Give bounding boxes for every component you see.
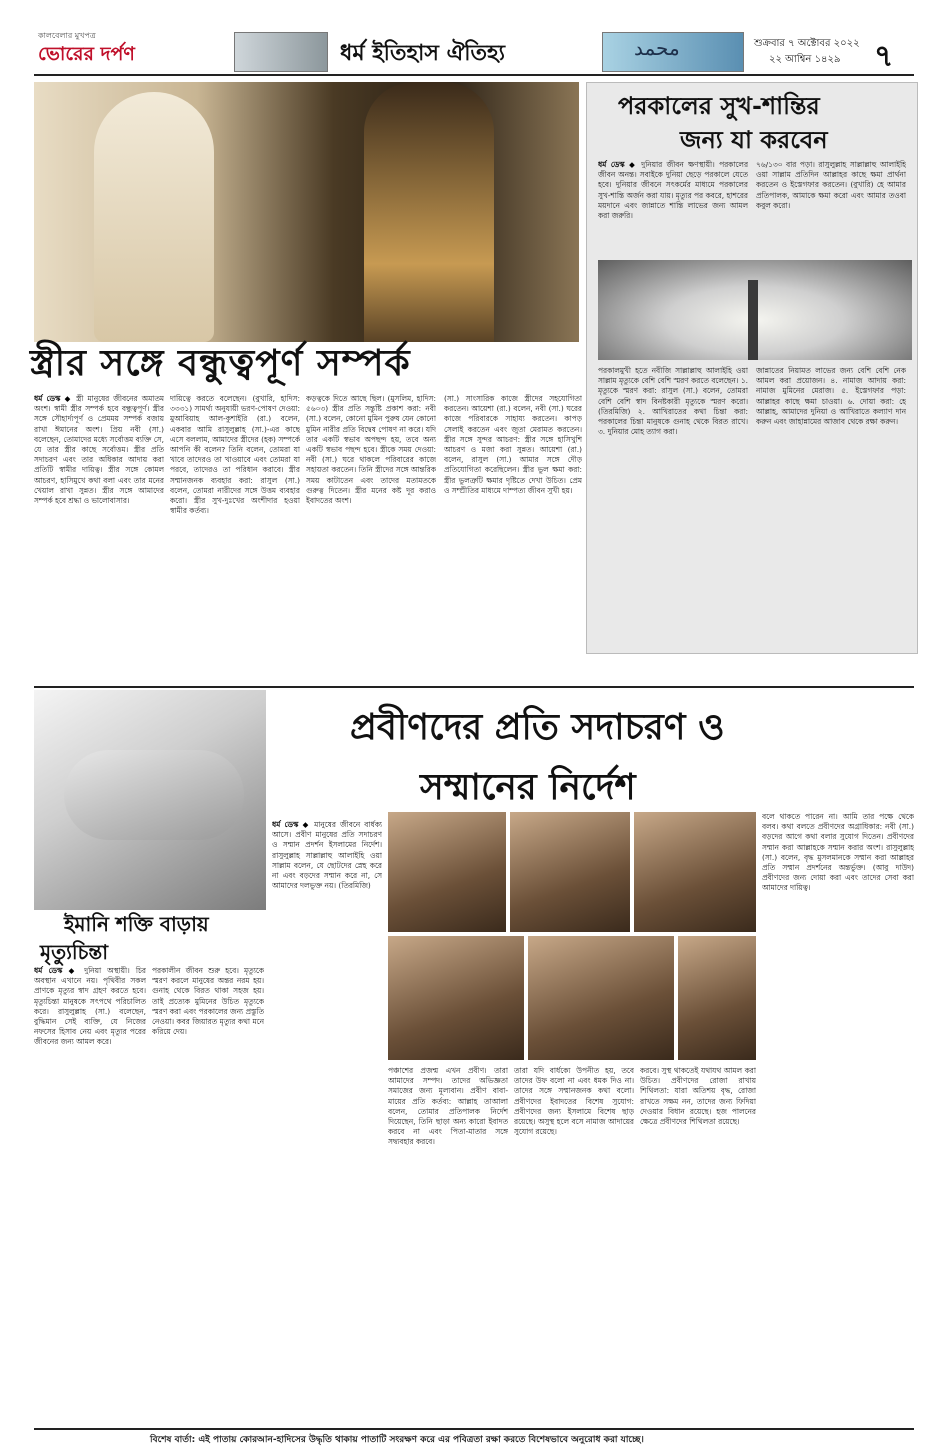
article2-headline-line1: পরকালের সুখ-শান্তির <box>618 91 820 120</box>
article3-byline: ধর্ম ডেস্ক ◆ <box>272 820 311 829</box>
elder-woman-photo-3 <box>528 936 674 1060</box>
article3-column-1 <box>272 820 382 1420</box>
article4-headline-line2: মৃত্যুচিন্তা <box>40 940 109 964</box>
tree-trunk <box>748 280 758 360</box>
article4-byline: ধর্ম ডেস্ক ◆ <box>34 966 79 975</box>
article4-headline-line1: ইমানি শক্তি বাড়ায় <box>64 912 209 936</box>
article3-col4-text: করবে। সুস্থ থাকতেই যথাযথ আমল করা উচিত। প্রবীণদের রোজা রাখায় শিথিলতা: যারা অতিশয় বৃদ্ধ, রোজা রাখতে সক্ষম নন, তাদের জন্য ফিদিয়া দেওয়ার বিধান রয়েছে। হজ পালনের ক্ষেত্রে প্রবীণদের শিথিলতা রয়েছে। <box>640 1066 756 1127</box>
article2-col2-text: ৭৬/১৩০ বার পড়া। রাসুলুল্লাহ সাল্লাল্লাহু আলাইহি ওয়া সাল্লাম প্রতিদিন আল্লাহর কাছে ক্ষমা প্রার্থনা করতেন ও ইস্তেগফার করতেন। (বুখারি) হে আমার প্রতিপালক, আমাকে ক্ষমা করো এবং আমার তওবা কবুল করো। <box>756 160 906 210</box>
article3-col5-text: বলে থাকতে পারেন না। আমি তার পক্ষে থেকে বলব। কথা বলতে প্রবীণদের অগ্রাধিকার: নবী (সা.) বড়দের আগে কথা বলার সুযোগ দিতেন। প্রবীণদের সম্মান করা আল্লাহকে সম্মান করার অংশ। রাসুলুল্লাহ (সা.) বলেন, বৃদ্ধ মুসলমানকে সম্মান করা আল্লাহর প্রতি সম্মান প্রদর্শনের অন্তর্ভুক্ত। (আবু দাউদ) প্রবীণদের জন্য দোয়া করা এবং তাদের সেবা করা আমাদের দায়িত্ব। <box>762 812 914 893</box>
paper-name: ভোরের দর্পণ <box>38 43 135 65</box>
man-figure <box>364 82 494 342</box>
article4-col1-text: দুনিয়া অস্থায়ী। চির অবস্থান এখানে নয়। পৃথিবীর সকল প্রাণকে মৃত্যুর স্বাদ গ্রহণ করতে হবে। মৃত্যুচিন্তা মানুষকে সৎপথে পরিচালিত করে। রাসুলুল্লাহ (সা.) বলেছেন, বুদ্ধিমান সেই ব্যক্তি, যে নিজের নফসের হিসাব নেয় এবং মৃত্যুর পরের জীবনের জন্য আমল করে। <box>34 966 146 1047</box>
article2-column-4 <box>756 366 906 646</box>
elder-woman-photo-1 <box>388 812 506 932</box>
tree-photo <box>598 260 912 360</box>
article2-column-1 <box>598 160 748 256</box>
section-divider <box>34 686 914 688</box>
article3-headline-line1: প্রবীণদের প্রতি সদাচরণ ও <box>350 706 725 748</box>
article1-column-3 <box>306 394 436 684</box>
article2-col1-text: দুনিয়ার জীবন ক্ষণস্থায়ী। পরকালের জীবন অনন্ত। সবাইকে দুনিয়া ছেড়ে পরকালে যেতে হবে। দুনিয়ার জীবনে সৎকর্মের মাধ্যমে পরকালের সুখ-শান্তি অর্জন করা যায়। মৃত্যুর পর কবরে, হাশরের ময়দানে এবং জান্নাতে শান্তি লাভের জন্য আমল করা জরুরি। <box>598 160 748 221</box>
article3-headline-line2: সম্মানের নির্দেশ <box>420 766 636 808</box>
page-header <box>34 30 914 76</box>
article1-column-2 <box>170 394 300 684</box>
article1-col3-text: কড়ত্বকে দিতে আছে ছিল। (মুসলিম, হাদিস: ৫৬০৩) স্ত্রীর প্রতি সন্তুষ্টি প্রকাশ করা: নবী (সা.) বলেন, কোনো মুমিন পুরুষ যেন কোনো মুমিন নারীর প্রতি বিদ্বেষ পোষণ না করে। যদি তার একটি স্বভাব অপছন্দ হয়, তবে অন্য একটি স্বভাব পছন্দ হবে। স্ত্রীকে সময় দেওয়া: নবী (সা.) ঘরে থাকলে পরিবারের কাজে সহায়তা করতেন। তিনি স্ত্রীদের সঙ্গে আন্তরিক সময় কাটাতেন এবং তাদের মতামতকে গুরুত্ব দিতেন। স্ত্রীর মনের কষ্ট দূর করাও ইবাদতের অংশ। <box>306 394 436 506</box>
article1-col4-text: (সা.) সাংসারিক কাজে স্ত্রীদের সহযোগিতা করতেন। আয়েশা (রা.) বলেন, নবী (সা.) ঘরের কাজে পরিবারকে সাহায্য করতেন। কাপড় সেলাই করতেন এবং জুতা মেরামত করতেন। স্ত্রীর সঙ্গে সুন্দর আচরণ: স্ত্রীর সঙ্গে হাসিখুশি আচরণ ও মজা করা সুন্নত। আয়েশা (রা.) বলেন, রাসুল (সা.) আমার সঙ্গে দৌড় প্রতিযোগিতা করেছিলেন। স্ত্রীর ভুল ক্ষমা করা: স্ত্রীর ভুলত্রুটি ক্ষমার দৃষ্টিতে দেখা উচিত। প্রেম ও সম্প্রীতির মাধ্যমে দাম্পত্য জীবন সুখী হয়। <box>444 394 582 495</box>
calligraphy-text: محمد <box>634 36 680 60</box>
elder-man-photo-2 <box>634 812 756 932</box>
paper-tagline: কালবেলার মুখপত্র <box>38 31 96 40</box>
article3-column-5 <box>762 812 914 1422</box>
article1-headline: স্ত্রীর সঙ্গে বন্ধুত্বপূর্ণ সম্পর্ক <box>30 342 411 384</box>
quran-image <box>234 32 328 72</box>
article4-column-1 <box>34 966 146 1422</box>
article2-column-2 <box>756 160 906 256</box>
article2-col4-text: জান্নাতের নিয়ামত লাভের জন্য বেশি বেশি নেক আমল করা প্রয়োজন। ৪. নামাজ আদায় করা: নামাজ মুমিনের মেরাজ। ৫. ইস্তেগফার পড়া: আল্লাহর কাছে ক্ষমা চাওয়া। ৬. দোয়া করা: হে আল্লাহ, আমাদের দুনিয়া ও আখিরাতে কল্যাণ দান করুন এবং জাহান্নামের আজাব থেকে রক্ষা করুন। <box>756 366 906 427</box>
page-number: ৭ <box>874 39 894 74</box>
article1-column-1 <box>34 394 164 684</box>
article1-col2-text: দায়িত্বে করতে বলেছেন। (বুখারি, হাদিস: ৩৩৩১) সামর্থ্য অনুযায়ী ভরণ-পোষণ দেওয়া: মুআবিয়াহ আল-কুশাইরি (রা.) বলেন, একবার আমি রাসুলুল্লাহ (সা.)-এর কাছে এসে বললাম, আমাদের স্ত্রীদের (হক) সম্পর্কে আপনি কী বলেন? তিনি বলেন, তোমরা যা খাবে তাদেরও তা খাওয়াবে এবং তোমরা যা পরবে, তাদেরও তা পরিধান করাবে। স্ত্রীর সম্মানজনক ব্যবহার করা: রাসুল (সা.) বলেন, তোমরা নারীদের সঙ্গে উত্তম ব্যবহার করো। স্ত্রীর সুখ-দুঃখের অংশীদার হওয়া স্বামীর কর্তব্য। <box>170 394 300 516</box>
elder-man-photo-1 <box>510 812 630 932</box>
article3-col3-text: তারা যদি বার্ধক্যে উপনীত হয়, তবে তাদের উফ বলো না এবং ধমক দিও না। তাদের সঙ্গে সম্মানজনক কথা বলো। প্রবীণদের ইবাদতের বিশেষ সুযোগ: প্রবীণদের জন্য ইসলামে বিশেষ ছাড় রয়েছে। অসুস্থ হলে বসে নামাজ আদায়ের সুযোগ রয়েছে। <box>514 1066 634 1137</box>
article3-column-3 <box>514 1066 634 1422</box>
woman-figure <box>94 92 214 342</box>
couple-photo <box>34 82 579 342</box>
hand-figure <box>64 750 244 840</box>
article2-headline-line2: জন্য যা করবেন <box>680 125 828 154</box>
elder-woman-photo-2 <box>388 936 524 1060</box>
article2-col3-text: পরকালমুখী হতে নবীজি সাল্লাল্লাহু আলাইহি ওয়া সাল্লাম মৃত্যুকে বেশি বেশি স্মরণ করতে বলেছেন। ১. মৃত্যুকে স্মরণ করা: রাসুল (সা.) বলেন, তোমরা বেশি বেশি স্বাদ বিনষ্টকারী মৃত্যুকে স্মরণ করো। (তিরমিজি) ২. আখিরাতের কথা চিন্তা করা: পরকালের চিন্তা মানুষকে গুনাহ থেকে বিরত রাখে। ৩. দুনিয়ার মোহ ত্যাগ করা। <box>598 366 748 437</box>
date-gregorian: শুক্রবার ৭ অক্টোবর ২০২২ <box>754 38 860 49</box>
date-bangla: ২২ আশ্বিন ১৪২৯ <box>769 54 841 65</box>
article4-column-2 <box>152 966 264 1422</box>
article3-col1-text: মানুষের জীবনে বার্ধক্য আসে। প্রবীণ মানুষের প্রতি সদাচরণ ও সম্মান প্রদর্শন ইসলামের নির্দেশ। রাসুলুল্লাহ সাল্লাল্লাহু আলাইহি ওয়া সাল্লাম বলেন, যে ছোটদের স্নেহ করে না এবং বড়দের সম্মান করে না, সে আমাদের দলভুক্ত নয়। (তিরমিজি) <box>272 820 382 891</box>
article2-column-3 <box>598 366 748 646</box>
article2-byline: ধর্ম ডেস্ক ◆ <box>598 160 637 169</box>
article1-column-4 <box>444 394 582 684</box>
article1-byline: ধর্ম ডেস্ক ◆ <box>34 394 73 403</box>
article3-col2-text: পঞ্চাশের প্রজন্ম এখন প্রবীণ। তারা আমাদের সম্পদ। তাদের অভিজ্ঞতা সমাজের জন্য মূল্যবান। প্রবীণ বাবা-মায়ের প্রতি কর্তব্য: আল্লাহ তাআলা বলেন, তোমার প্রতিপালক নির্দেশ দিয়েছেন, তিনি ছাড়া অন্য কারো ইবাদত করবে না এবং পিতা-মাতার সঙ্গে সদ্ব্যবহার করবে। <box>388 1066 508 1147</box>
section-title: ধর্ম ইতিহাস ঐতিহ্য <box>340 41 505 66</box>
article3-column-4 <box>640 1066 756 1422</box>
article3-column-2 <box>388 1066 508 1422</box>
article4-col2-text: পরকালীন জীবন শুরু হবে। মৃত্যুকে স্মরণ করলে মানুষের অন্তর নরম হয়। গুনাহ থেকে বিরত থাকা সহজ হয়। তাই প্রত্যেক মুমিনের উচিত মৃত্যুকে স্মরণ করা এবং পরকালের জন্য প্রস্তুতি নেওয়া। কবর জিয়ারত মৃত্যুর কথা মনে করিয়ে দেয়। <box>152 966 264 1037</box>
hand-photo <box>34 690 266 910</box>
footer-note: বিশেষ বার্তা: এই পাতায় কোরআন-হাদিসের উদ্ধৃতি থাকায় পাতাটি সংরক্ষণ করে এর পবিত্রতা রক্ষা করতে বিশেষভাবে অনুরোধ করা যাচ্ছে। <box>150 1435 644 1445</box>
article1-col1-text: স্ত্রী মানুষের জীবনের অমাতম অংশ। স্বামী স্ত্রীর সম্পর্ক হবে বন্ধুত্বপূর্ণ। স্ত্রীর সঙ্গে সৌহার্দ্যপূর্ণ ও প্রেমময় সম্পর্ক বজায় রাখা ঈমানের অংশ। প্রিয় নবী (সা.) বলেছেন, তোমাদের মধ্যে সর্বোত্তম ব্যক্তি সে, যে তার স্ত্রীর কাছে সর্বোত্তম। স্ত্রীর প্রতি সদাচরণ এবং তার অধিকার আদায় করা প্রতিটি স্বামীর দায়িত্ব। স্ত্রীর সঙ্গে কোমল আচরণ, হাসিমুখে কথা বলা এবং তার মনের খেয়াল রাখা সুন্নত। স্ত্রীর সঙ্গে আমাদের সম্পর্ক হবে শ্রদ্ধা ও ভালোবাসার। <box>34 394 164 506</box>
elder-woman-photo-4 <box>678 936 756 1060</box>
